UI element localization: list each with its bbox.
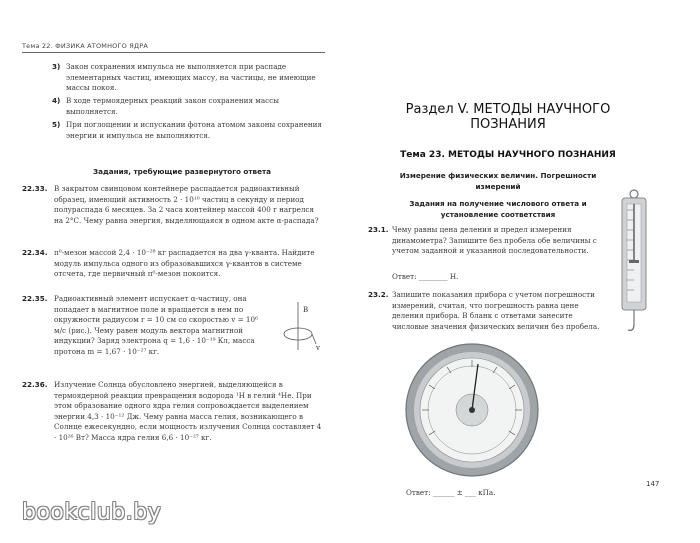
problem-number: 22.33. [22,184,48,193]
item-number: 4) [52,96,61,105]
b-label: B [303,306,309,314]
page-number: 147 [646,480,660,488]
problem-text: π⁰-мезон массой 2,4 · 10⁻²⁸ кг распадается на два γ-кванта. Найдите модуль импульса одного из образовавшихся γ-квантов в системе отсчета, где первичный π⁰-мезон покоится. [54,248,315,279]
problem-text: Чему равны цена деления и предел измерения динамометра? Запишите без пробела обе величины с учетом заданной и указанной последовательности. [392,225,597,256]
answer-line: Ответ: ________ Н. [392,272,459,281]
top-margin [0,0,700,40]
subheading: Задания, требующие развернутого ответа [93,167,271,176]
velocity-arrow [312,334,316,344]
section-title: Раздел V. МЕТОДЫ НАУЧНОГО ПОЗНАНИЯ [405,102,611,132]
right-page [358,42,676,512]
problem-text: Радиоактивный элемент испускает α-частицу, она попадает в магнитное поле и вращается в нем по окружности радиусом r = 10 см со скоростью v = 10⁶ м/с (рис.). Чему равен модуль вектора магнитной индукции? Заряд электрона q = 1,6 · 10⁻¹⁹ Кл, масса протона m = 1,67 · 10⁻²⁷ кг. [54,294,258,356]
watermark-logo: bookclub.by [22,500,162,525]
problem-number: 22.35. [22,294,48,303]
answer-line: Ответ: ______ ± ___ кПа. [406,488,496,497]
item-text: В ходе термоядерных реакций закон сохранения массы выполняется. [66,96,279,116]
hook [628,324,634,330]
magnetic-field-figure [272,298,324,354]
running-head-rule [22,52,325,53]
top-ring [630,190,638,198]
running-head: Тема 22. ФИЗИКА АТОМНОГО ЯДРА [22,42,148,50]
subtitle: Измерение физических величин. Погрешности измерений [399,171,597,191]
item-text: При поглощении и испускании фотона атомом законы сохранения энергии и импульса не выполняются. [66,120,322,140]
problem-number: 23.2. [368,290,389,299]
problem-number: 22.34. [22,248,48,257]
pointer [629,260,639,263]
item-number: 5) [52,120,61,129]
dynamometer-figure [614,188,654,336]
item-text: Закон сохранения импульса не выполняется при распаде элементарных частиц, имеющих массу, на частицы, не имеющие массы покоя. [66,62,316,93]
task-heading: Задания на получение числового ответа и установление соответствия [409,199,587,219]
problem-number: 22.36. [22,380,48,389]
barometer-figure [404,342,540,478]
problem-text: Излучение Солнца обусловлено энергией, выделяющейся в термоядерной реакции превращения водорода ¹H в гелий ⁴He. При этом образование одного ядра гелия сопровождается выделением энергии 4,3 · 10⁻¹² Дж. Чему равна масса гелия, возникающего в Солнце ежесекундно, если мощность излучения Солнца составляет 4 · 10²⁶ Вт? Масса ядра гелия 6,6 · 10⁻²⁷ кг. [54,380,322,442]
item-number: 3) [52,62,61,71]
problem-text: В закрытом свинцовом контейнере распадается радиоактивный образец, имеющий активность 2 · 10¹⁰ частиц в секунду и период полураспада 6 месяцев. За 2 часа контейнер массой 400 г нагрелся на 2°С. Чему равна энергия, выделяющаяся в одном акте α-распада? [54,184,319,225]
problem-number: 23.1. [368,225,389,234]
v-label: v [316,344,320,352]
left-page [22,42,332,512]
needle-hub [469,407,475,413]
problem-text: Запишите показания прибора с учетом погрешности измерений, считая, что погрешность равна цене деления прибора. В бланк с ответами занесите числовые значения физических величин без пробела. [392,290,600,331]
topic-title: Тема 23. МЕТОДЫ НАУЧНОГО ПОЗНАНИЯ [400,150,616,160]
